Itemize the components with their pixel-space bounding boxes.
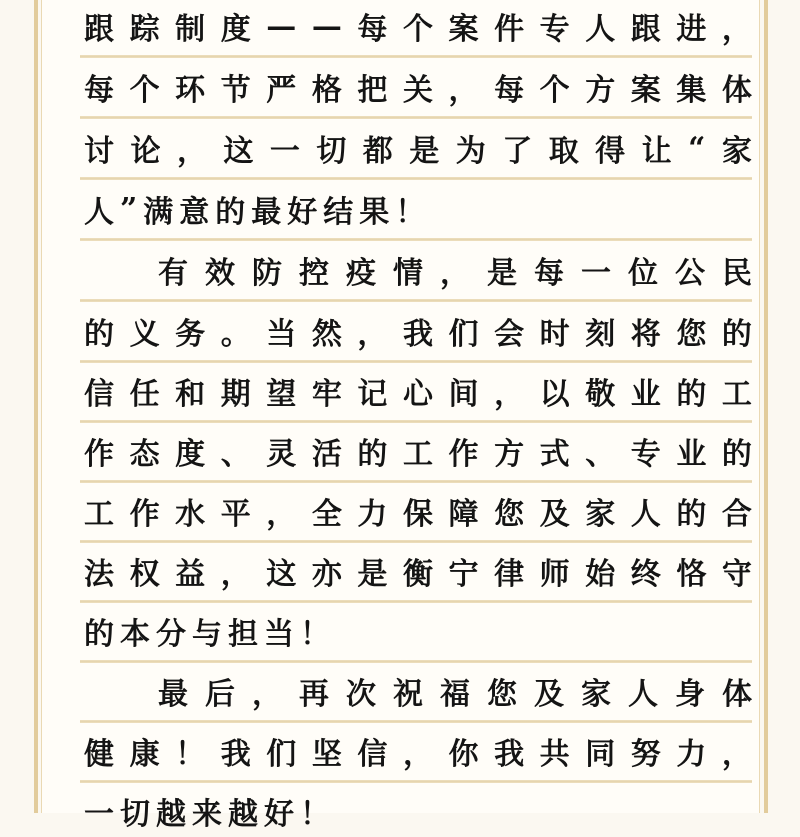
ruled-line — [80, 360, 752, 363]
text-line: 人 ” 满 意 的 最 好 结 果 ！ — [84, 191, 426, 230]
paragraph-start-line: 有 效 防 控 疫 情 ， 是 每 一 位 公 民 — [158, 256, 752, 291]
text-line: 健 康 ！ 我 们 坚 信 ， 你 我 共 同 努 力 ， — [84, 737, 752, 772]
ruled-line — [80, 720, 752, 723]
text-line: 的 义 务 。 当 然 ， 我 们 会 时 刻 将 您 的 — [84, 317, 752, 352]
text-line: 一 切 越 来 越 好 ！ — [84, 797, 330, 832]
ruled-line — [80, 238, 752, 241]
left-border-inner — [41, 0, 42, 813]
ruled-line — [80, 299, 752, 302]
ruled-line — [80, 780, 752, 783]
text-line: 工 作 水 平 ， 全 力 保 障 您 及 家 人 的 合 — [84, 497, 752, 532]
right-border-inner — [759, 0, 760, 813]
ruled-line — [80, 116, 752, 119]
text-line: 的 本 分 与 担 当 ！ — [84, 617, 330, 652]
ruled-line — [80, 540, 752, 543]
text-line: 信 任 和 期 望 牢 记 心 间 ， 以 敬 业 的 工 — [84, 377, 752, 412]
text-line: 作 态 度 、 灵 活 的 工 作 方 式 、 专 业 的 — [84, 437, 752, 472]
text-line: 跟 踪 制 度 — — 每 个 案 件 专 人 跟 进 ， — [84, 8, 752, 47]
ruled-line — [80, 55, 752, 58]
text-line: 讨 论 ， 这 一 切 都 是 为 了 取 得 让 “ 家 — [84, 130, 752, 169]
ruled-line — [80, 480, 752, 483]
text-line: 每 个 环 节 严 格 把 关 ， 每 个 方 案 集 体 — [84, 73, 752, 108]
ruled-line — [80, 660, 752, 663]
text-line: 法 权 益 ， 这 亦 是 衡 宁 律 师 始 终 恪 守 — [84, 557, 752, 592]
right-border — [764, 0, 768, 813]
ruled-line — [80, 177, 752, 180]
left-border — [34, 0, 38, 813]
paragraph-start-line: 最 后 ， 再 次 祝 福 您 及 家 人 身 体 — [158, 677, 752, 712]
ruled-line — [80, 600, 752, 603]
ruled-line — [80, 420, 752, 423]
